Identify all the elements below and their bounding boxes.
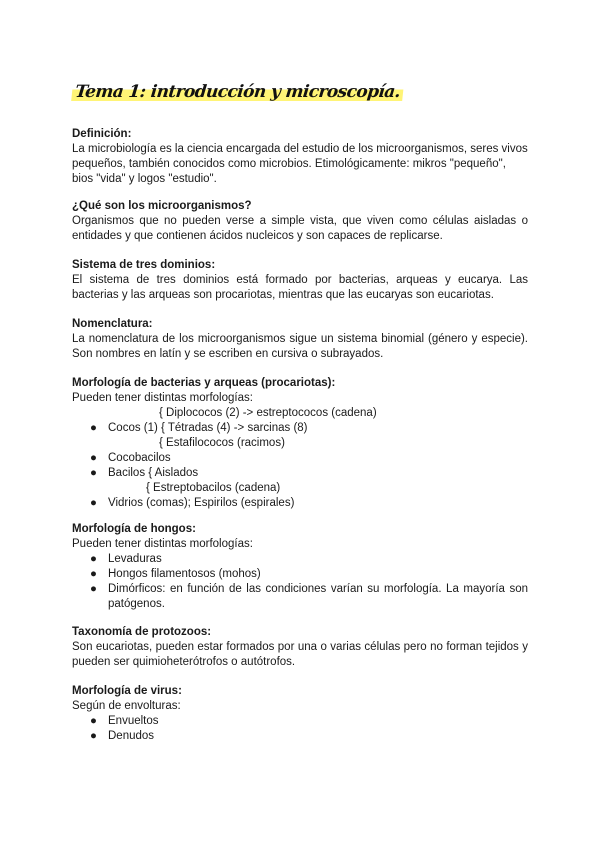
section-microorganismos: [72, 199, 528, 244]
text-bacterias-intro: Pueden tener distintas morfologías:: [72, 392, 253, 404]
section-definicion: [72, 127, 528, 187]
section-hongos: [72, 522, 528, 612]
bullet-icon: ●: [90, 730, 97, 742]
bullet-icon: ●: [90, 583, 97, 595]
bullet-icon: ●: [90, 568, 97, 580]
text-dominios: El sistema de tres dominios está formado por bacterias, arqueas y eucarya. Las bacterias y las arqueas son procariotas, mientras que las eucaryas son eucariotas.: [72, 274, 528, 301]
bacilos-estreptobacilos-line: { Estreptobacilos (cadena): [146, 482, 281, 494]
list-item: ● Levaduras: [90, 553, 162, 565]
bullet-icon: ●: [90, 553, 97, 565]
text-hongos-intro: Pueden tener distintas morfologías:: [72, 538, 253, 550]
bacterias-list-3: [72, 496, 528, 511]
section-bacterias: [72, 376, 528, 511]
hongos-list: [72, 552, 528, 612]
text-definicion: La microbiología es la ciencia encargada del estudio de los microorganismos, seres vivos pequeños, también conocidos como microbios. Etimológicamente: mikros "pequeño", bios "vida" y logos "estudio".: [72, 143, 528, 185]
list-item: ● Vidrios (comas); Espirilos (espirales): [90, 497, 295, 509]
heading-nomenclatura: Nomenclatura:: [72, 318, 153, 330]
list-item: ● Envueltos: [90, 715, 159, 727]
bullet-icon: ●: [90, 422, 97, 434]
text-protozoos: Son eucariotas, pueden estar formados por una o varias células pero no forman tejidos y pueden ser quimioheterótrofos o autótrofos.: [72, 641, 528, 668]
text-nomenclatura: La nomenclatura de los microorganismos sigue un sistema binomial (género y especie). Son nombres en latín y se escriben en cursiva o subrayados.: [72, 333, 528, 360]
bullet-icon: ●: [90, 715, 97, 727]
bacterias-list-2: [72, 451, 528, 481]
list-item: ● Hongos filamentosos (mohos): [90, 568, 261, 580]
section-nomenclatura: [72, 317, 528, 362]
heading-protozoos: Taxonomía de protozoos:: [72, 626, 212, 638]
heading-dominios: Sistema de tres dominios:: [72, 259, 216, 271]
cocos-estafilococos-line: { Estafilococos (racimos): [159, 437, 285, 449]
title-block: [72, 84, 403, 102]
heading-definicion: Definición:: [72, 128, 132, 140]
section-dominios: [72, 258, 528, 303]
virus-list: [72, 714, 528, 744]
bacterias-list-1: [72, 421, 528, 436]
list-item: ● Bacilos { Aislados: [90, 467, 199, 479]
bullet-icon: ●: [90, 467, 97, 479]
bullet-icon: ●: [90, 452, 97, 464]
section-virus: [72, 684, 528, 744]
bullet-icon: ●: [90, 497, 97, 509]
heading-microorganismos: ¿Qué son los microorganismos?: [72, 200, 252, 212]
heading-bacterias: Morfología de bacterias y arqueas (procariotas):: [72, 377, 336, 389]
text-microorganismos: Organismos que no pueden verse a simple vista, que viven como células aisladas o entidades y que contienen ácidos nucleicos y son capaces de replicarse.: [72, 215, 528, 242]
section-protozoos: [72, 625, 528, 670]
list-item: ● Denudos: [90, 730, 155, 742]
text-virus-intro: Según de envolturas:: [72, 700, 181, 712]
list-item: ● Cocobacilos: [90, 452, 171, 464]
heading-hongos: Morfología de hongos:: [72, 523, 196, 535]
list-item: ● Dimórficos: en función de las condiciones varían su morfología. La mayoría son patógenos.: [90, 583, 528, 610]
list-item: ● Cocos (1) { Tétradas (4) -> sarcinas (8): [90, 422, 308, 434]
heading-virus: Morfología de virus:: [72, 685, 182, 697]
document-title: Tema 1: introducción y microscopía.: [71, 84, 404, 102]
cocos-diplococos-line: { Diplococos (2) -> estreptococos (cadena): [159, 407, 377, 419]
